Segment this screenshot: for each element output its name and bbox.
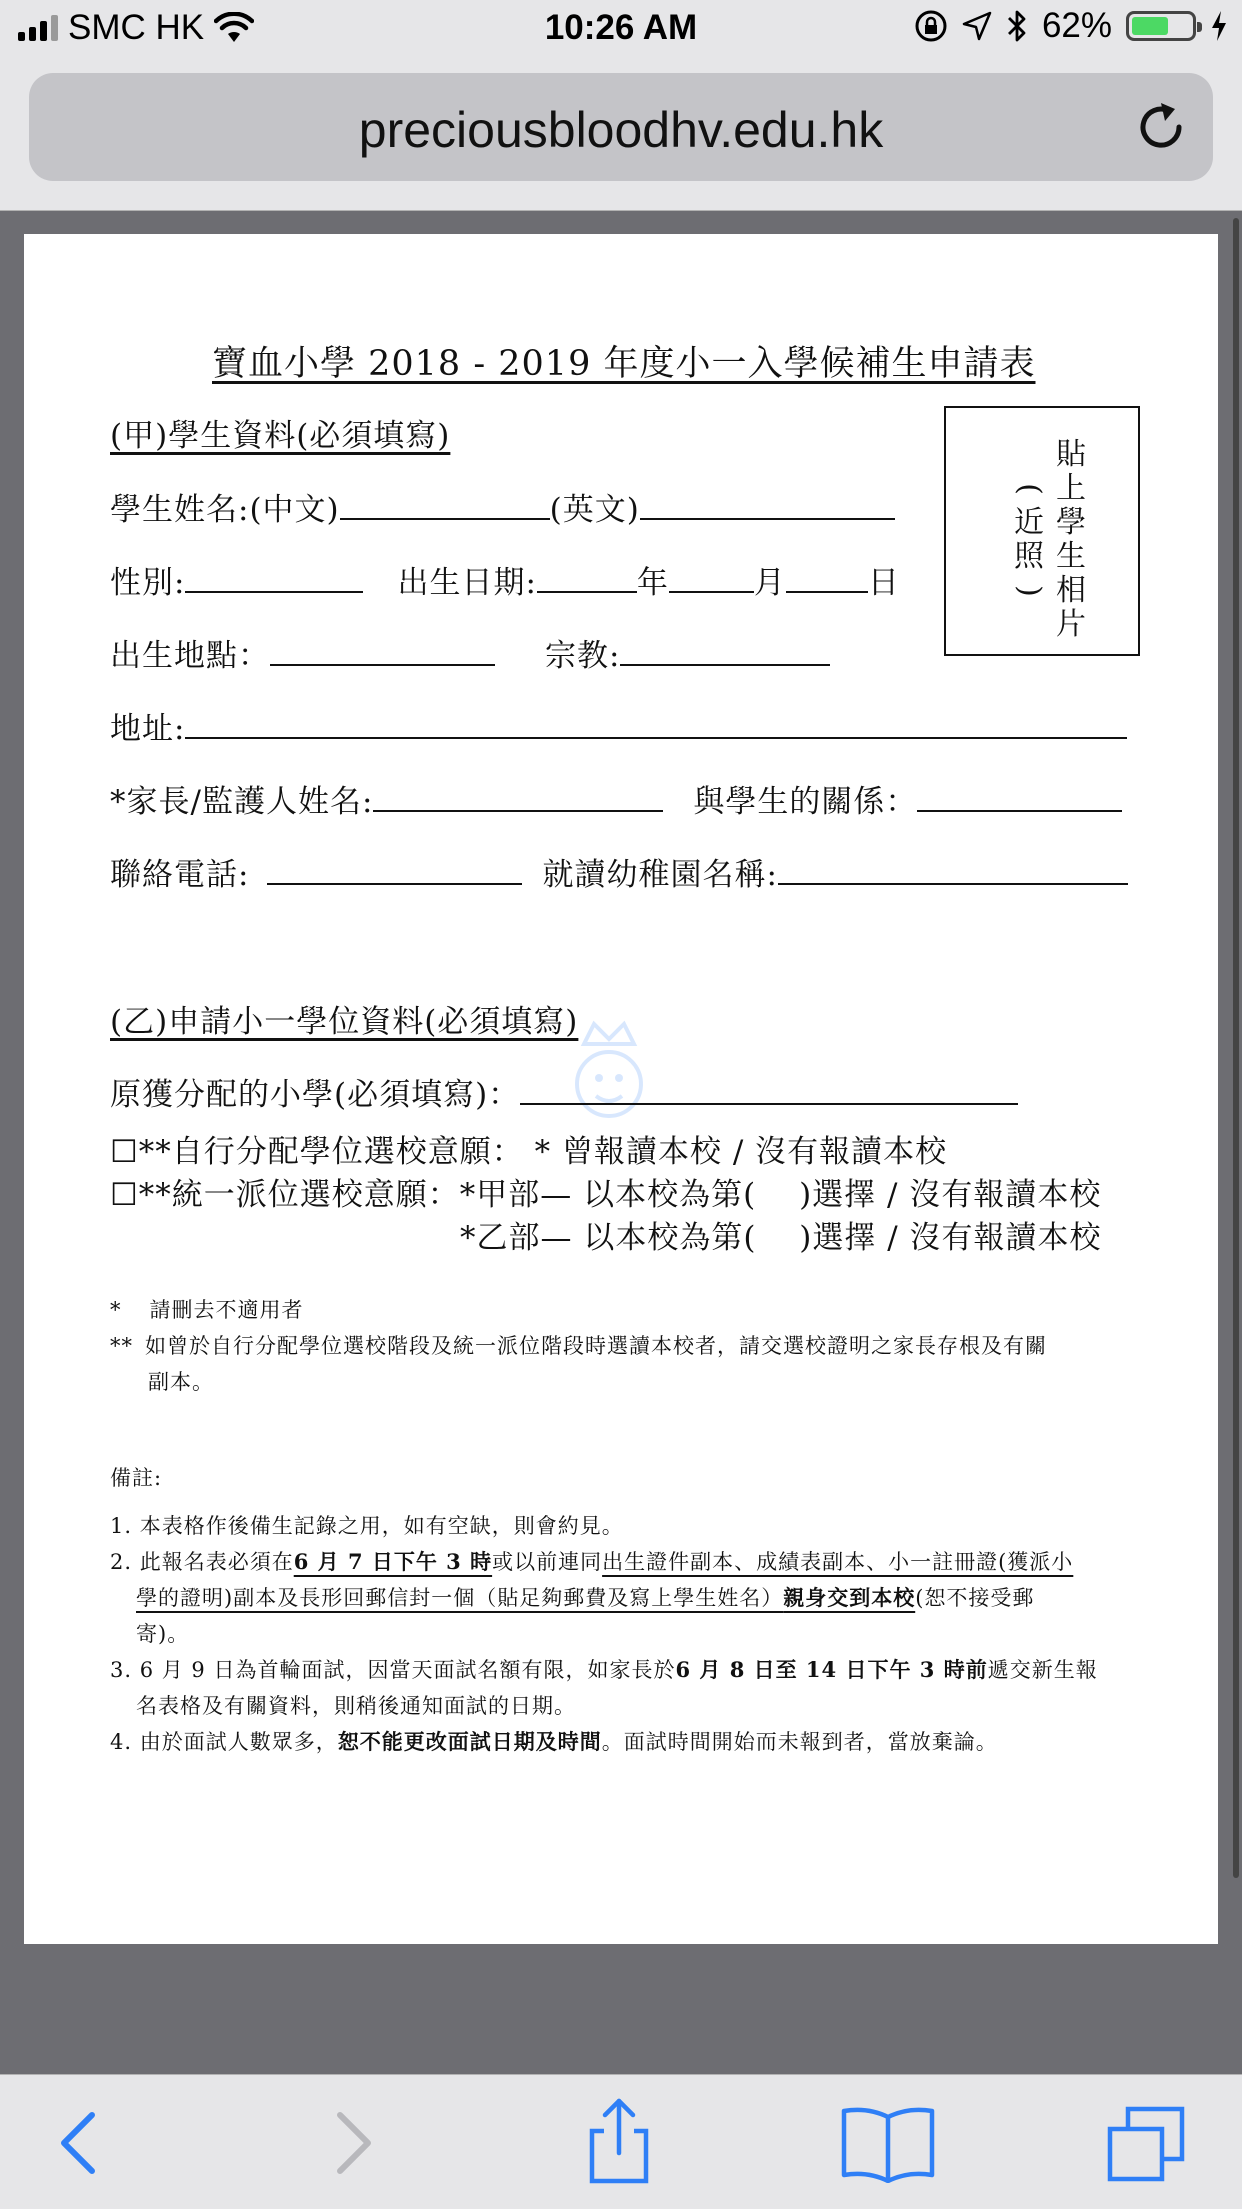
relation-blank[interactable] [917, 784, 1122, 812]
original-school-row [110, 1069, 1018, 1114]
religion-label: 宗教: [545, 638, 621, 674]
remark-4-text: 。面試時間開始而未報到者，當放棄論。 [601, 1730, 998, 1754]
photo-box [944, 406, 1140, 656]
dob-day-blank[interactable] [786, 565, 868, 593]
photo-char: 近 [1014, 505, 1044, 540]
pdf-page [24, 234, 1218, 1944]
remark-2-documents: 出生證件副本、成績表副本、小一註冊證(獲派小 [602, 1550, 1074, 1574]
remark-4-text: 4. 由於面試人數眾多， [110, 1730, 338, 1754]
section-b-heading: (乙)申請小一學位資料(必須填寫) [110, 1004, 579, 1040]
phone-kindergarten-row [110, 849, 1128, 894]
address-label: 地址: [110, 711, 186, 747]
english-name-label: (英文) [549, 492, 640, 528]
chinese-name-blank[interactable] [340, 492, 550, 520]
tabs-icon[interactable] [1104, 2103, 1194, 2183]
student-name-label: 學生姓名:(中文) [110, 492, 340, 528]
scrollbar[interactable] [1233, 218, 1239, 1878]
bookmarks-icon[interactable] [838, 2103, 938, 2183]
birthplace-label: 出生地點： [110, 638, 270, 674]
photo-char: 片 [1056, 607, 1086, 642]
photo-char: 貼 [1056, 437, 1086, 472]
section-a-heading: (甲)學生資料(必須填寫) [110, 418, 451, 454]
footnote-double-star [110, 1330, 1047, 1360]
browser-toolbar [0, 2074, 1242, 2209]
forward-icon[interactable] [308, 2103, 398, 2183]
central-allocation-part-b: *乙部— 以本校為第( )選擇 / 沒有報讀本校 [460, 1220, 1102, 1256]
document-title: 寶血小學 2018 - 2019 年度小一入學候補生申請表 [212, 344, 1036, 384]
photo-char: 上 [1056, 471, 1086, 506]
kindergarten-label: 就讀幼稚園名稱: [542, 857, 778, 893]
photo-char: ) [1012, 585, 1047, 597]
student-name-row [110, 484, 895, 529]
remark-3-text: 遞交新生報 [987, 1658, 1098, 1682]
remark-2-line3: 寄)。 [136, 1622, 190, 1646]
parent-name-label: *家長/監護人姓名: [110, 784, 374, 820]
dob-month-blank[interactable] [669, 565, 754, 593]
battery-level-fill [1132, 17, 1168, 35]
charging-icon [1210, 10, 1228, 42]
remark-3 [110, 1654, 1098, 1684]
remark-4-emphasis: 恕不能更改面試日期及時間 [337, 1729, 602, 1754]
carrier-label: SMC HK [68, 8, 205, 47]
photo-label-note [1012, 472, 1046, 608]
footnote-star [110, 1294, 304, 1324]
remark-4 [110, 1726, 998, 1756]
address-blank[interactable] [185, 711, 1127, 739]
self-allocation-option[interactable]: ☐**自行分配學位選校意願： * 曾報讀本校 / 沒有報讀本校 [110, 1134, 948, 1170]
dob-label: 出生日期: [397, 565, 537, 601]
photo-label-main [1054, 438, 1088, 642]
remarks-heading: 備註: [110, 1466, 163, 1490]
remark-2-documents: 學的證明)副本及長形回郵信封一個（貼足夠郵費及寫上學生姓名） [136, 1586, 784, 1610]
footnote-double-star-cont: 副本。 [148, 1370, 214, 1394]
day-label: 日 [867, 565, 900, 601]
religion-blank[interactable] [620, 638, 830, 666]
status-right [914, 6, 1228, 46]
english-name-blank[interactable] [640, 492, 895, 520]
remark-1: 1. 本表格作後備生記錄之用，如有空缺，則會約見。 [110, 1514, 624, 1538]
remark-2 [110, 1546, 1073, 1576]
url-text[interactable]: preciousbloodhv.edu.hk [358, 102, 884, 158]
remark-2-text: 或以前連同 [492, 1550, 603, 1574]
original-school-blank[interactable] [520, 1077, 1018, 1105]
kindergarten-blank[interactable] [778, 857, 1128, 885]
gender-blank[interactable] [185, 565, 363, 593]
photo-char: 相 [1056, 573, 1086, 608]
address-row [110, 703, 1127, 748]
photo-char: ( [1012, 483, 1047, 495]
remark-2-in-person: 親身交到本校 [783, 1585, 916, 1610]
footnote-marker: * [110, 1298, 122, 1322]
clock: 10:26 AM [544, 8, 698, 47]
photo-char: 生 [1056, 539, 1086, 574]
battery-percent: 62% [1041, 6, 1112, 45]
birthplace-religion-row [110, 630, 830, 675]
relation-label: 與學生的關係： [693, 784, 918, 820]
back-icon[interactable] [34, 2103, 124, 2183]
parent-name-blank[interactable] [373, 784, 663, 812]
remark-2-text: (恕不接受郵 [915, 1586, 1035, 1610]
browser-top-bar [0, 60, 1242, 211]
month-label: 月 [753, 565, 786, 601]
reload-icon[interactable] [1131, 97, 1191, 157]
footnote-marker: ** [110, 1334, 133, 1358]
remark-2-deadline: 6 月 7 日下午 3 時 [293, 1549, 493, 1574]
parent-row [110, 776, 1122, 821]
phone-blank[interactable] [267, 857, 522, 885]
phone-label: 聯絡電話: [110, 857, 250, 893]
central-allocation-option[interactable]: ☐**統一派位選校意願：*甲部— 以本校為第( )選擇 / 沒有報讀本校 [110, 1177, 1102, 1213]
photo-char: 照 [1014, 539, 1044, 574]
original-school-label: 原獲分配的小學(必須填寫)： [110, 1077, 521, 1113]
gender-dob-row [110, 557, 900, 602]
status-bar [0, 0, 1242, 60]
photo-char: 學 [1056, 505, 1086, 540]
remark-3-line2: 名表格及有關資料，則稍後通知面試的日期。 [136, 1694, 576, 1718]
remark-2-line2 [136, 1582, 1034, 1612]
share-icon[interactable] [574, 2097, 664, 2185]
footnote-star-text: 請刪去不適用者 [149, 1298, 304, 1322]
location-icon [962, 11, 992, 41]
gender-label: 性別: [110, 565, 186, 601]
remark-3-text: 3. 6 月 9 日為首輪面試，因當天面試名額有限，如家長於 [110, 1658, 676, 1682]
remark-2-text: 2. 此報名表必須在 [110, 1550, 294, 1574]
footnote-double-star-text: 如曾於自行分配學位選校階段及統一派位階段時選讀本校者，請交選校證明之家長存根及有關 [145, 1334, 1047, 1358]
year-label: 年 [636, 565, 669, 601]
birthplace-blank[interactable] [270, 638, 495, 666]
bluetooth-icon [1006, 9, 1028, 43]
dob-year-blank[interactable] [537, 565, 637, 593]
address-bar[interactable] [29, 73, 1213, 181]
rotation-lock-icon [914, 9, 948, 43]
remark-3-deadline: 6 月 8 日至 14 日下午 3 時前 [675, 1657, 988, 1682]
battery-icon [1126, 11, 1196, 41]
